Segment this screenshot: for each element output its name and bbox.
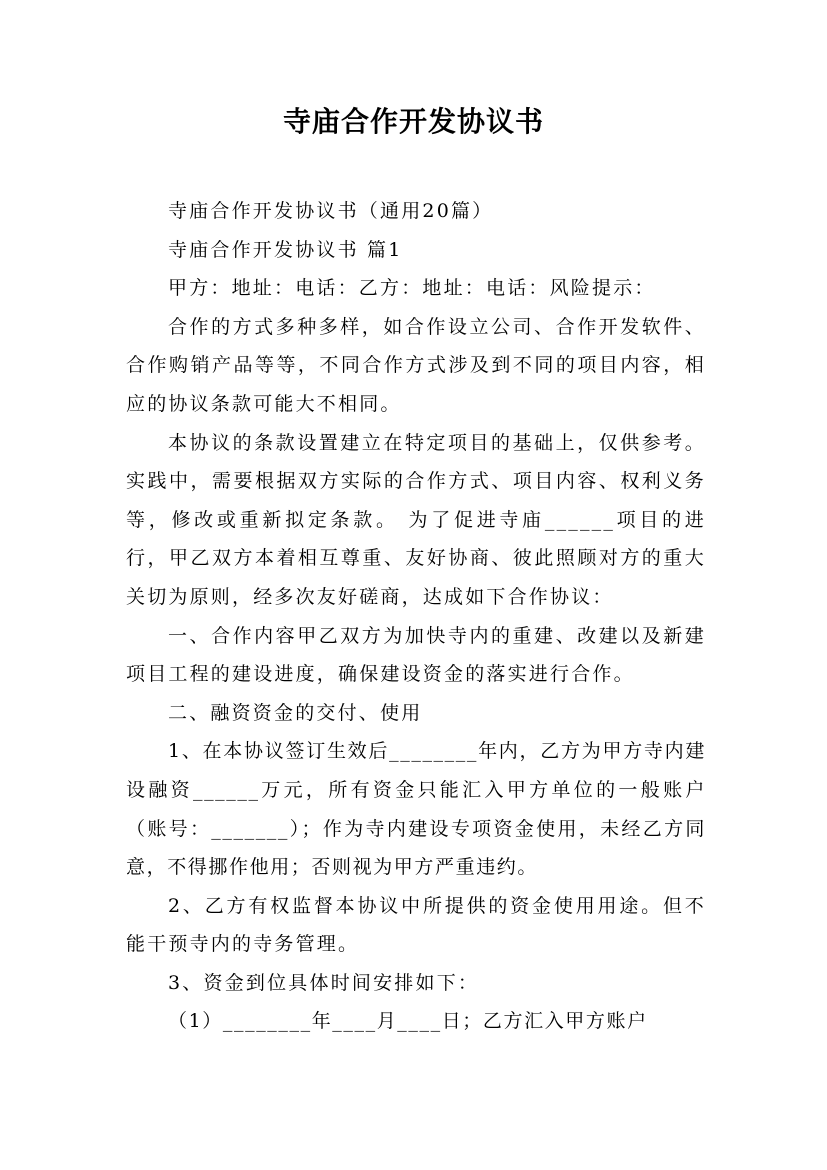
paragraph-parties: 甲方：地址：电话：乙方：地址：电话：风险提示： (168, 277, 656, 300)
paragraph-clause-2-heading: 二、融资资金的交付、使用 (168, 701, 423, 724)
document-title: 寺庙合作开发协议书 (282, 105, 544, 138)
paragraph-clause-2-3: 3、资金到位具体时间安排如下： (168, 971, 480, 994)
paragraph-schedule-item-1: （1）________年____月____日；乙方汇入甲方账户 (168, 1010, 648, 1033)
paragraph-cooperation-methods: 合作的方式多种多样，如合作设立公司、合作开发软件、合作购销产品等等，不同合作方式涉及到不同的项目内容，相应的协议条款可能大不相同。 (126, 315, 706, 415)
paragraph-terms-basis: 本协议的条款设置建立在特定项目的基础上，仅供参考。实践中，需要根据双方实际的合作方式、项目内容、权利义务等，修改或重新拟定条款。 为了促进寺庙______项目的进行，甲乙双方本着相互尊重、友好协商、彼此照顾对方的重大关切为原则，经多次友好磋商，达成如下合作协议： (126, 431, 706, 608)
document-body (126, 192, 706, 1041)
paragraph-clause-2-2: 2、乙方有权监督本协议中所提供的资金使用用途。但不能干预寺内的寺务管理。 (126, 894, 706, 956)
paragraph-section-heading: 寺庙合作开发协议书 篇1 (168, 238, 403, 261)
paragraph-clause-1: 一、合作内容甲乙双方为加快寺内的重建、改建以及新建项目工程的建设进度，确保建设资金的落实进行合作。 (126, 624, 706, 686)
paragraph-clause-2-1: 1、在本协议签订生效后________年内，乙方为甲方寺内建设融资______万元，所有资金只能汇入甲方单位的一般账户（账号：_______）；作为寺内建设专项资金使用，未经乙方同意，不得挪作他用；否则视为甲方严重违约。 (126, 740, 706, 879)
paragraph-subtitle: 寺庙合作开发协议书（通用20篇） (168, 200, 494, 222)
